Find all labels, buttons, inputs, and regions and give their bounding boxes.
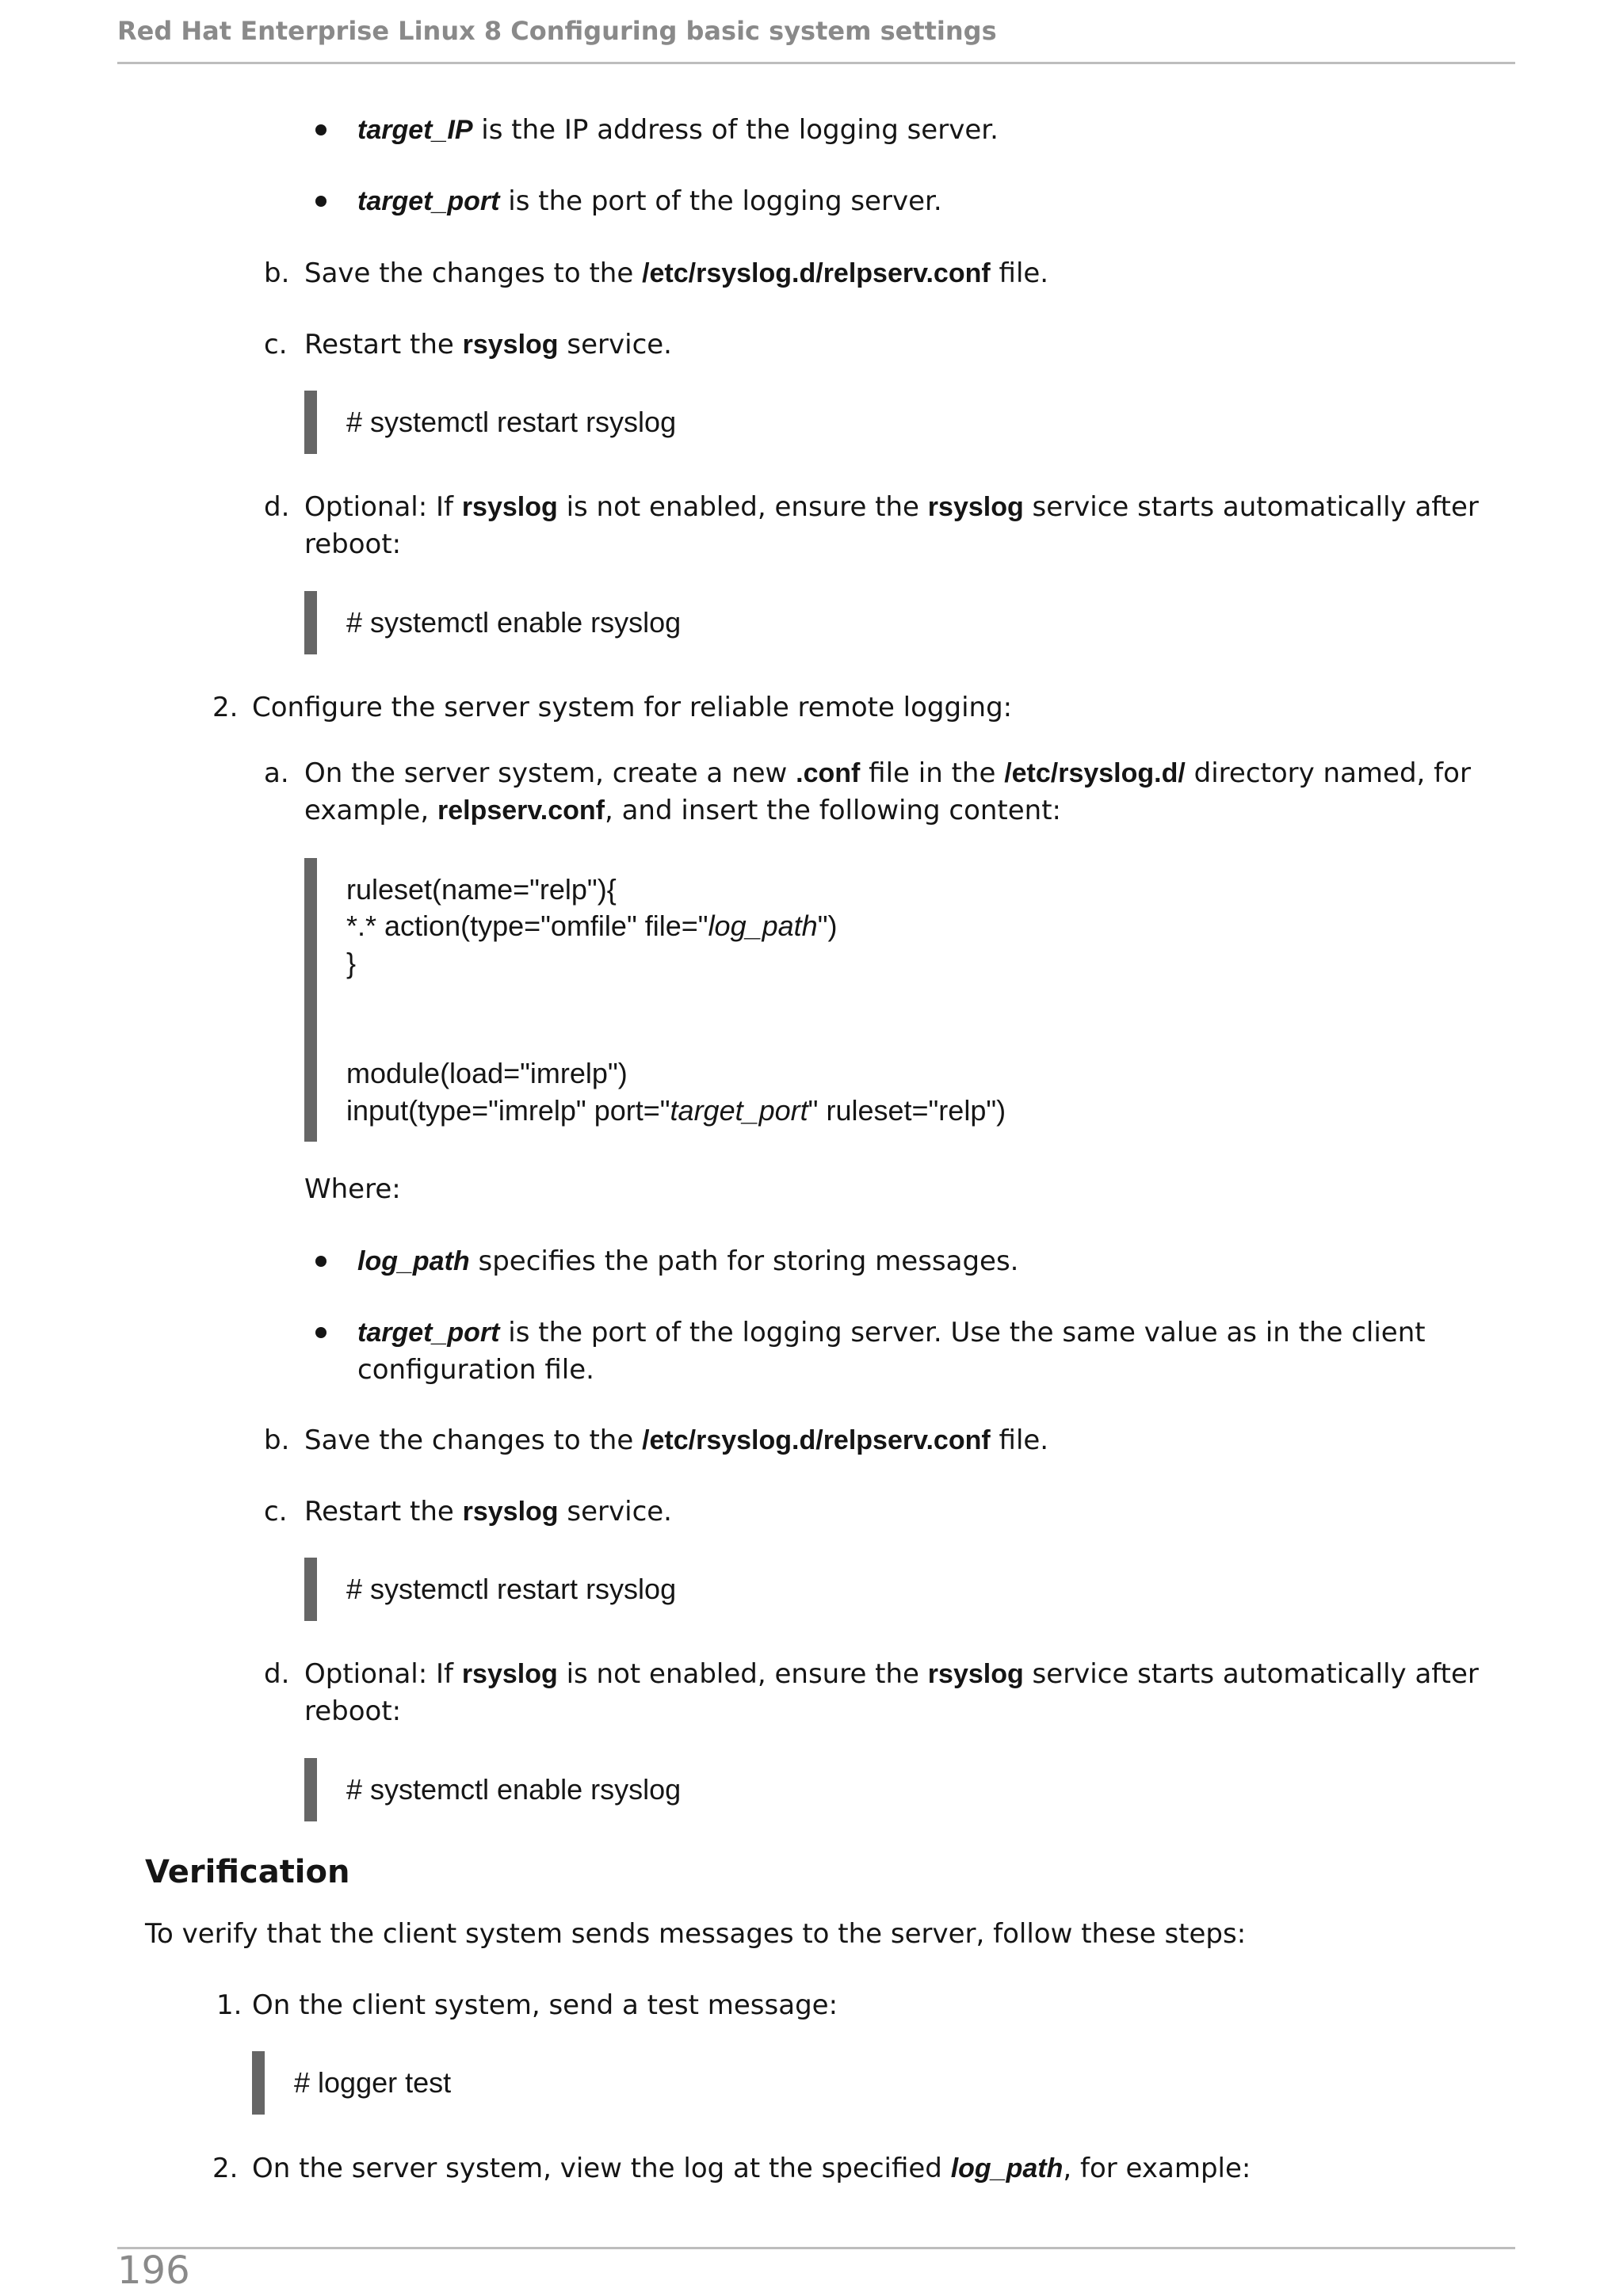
target-port-bullet: target_port is the port of the logging server. Use the same value as in the client: [357, 1317, 1426, 1348]
configure-server-step: Configure the server system for reliable remote logging:: [252, 692, 1013, 723]
bullet: [315, 1327, 327, 1338]
code-line: *.* action(type="omfile" file="log_path"): [346, 910, 838, 942]
step-marker: d.: [264, 491, 290, 523]
code-line: ruleset(name="relp"){: [346, 873, 617, 906]
bullet: [315, 196, 327, 207]
target-ip-term: target_IP: [357, 115, 473, 145]
code-block-bar: [252, 2051, 265, 2115]
bullet: [315, 124, 327, 135]
target-port-term: target_port: [357, 186, 500, 216]
code-block-bar: [304, 1558, 317, 1621]
step-marker: 2.: [212, 2153, 239, 2184]
optional-enable-step: Optional: If rsyslog is not enabled, ensure the rsyslog service starts automatically after: [304, 491, 1479, 523]
step-marker: a.: [264, 757, 289, 789]
step-marker: c.: [264, 329, 288, 360]
restart-service-step: Restart the rsyslog service.: [304, 329, 672, 360]
step-marker: 2.: [212, 692, 239, 723]
step-marker: b.: [264, 257, 290, 289]
code-block: # systemctl enable rsyslog: [346, 606, 682, 639]
page-number: 196: [117, 2248, 190, 2293]
code-block-bar: [304, 858, 317, 1142]
log-path-bullet: log_path specifies the path for storing messages.: [357, 1245, 1019, 1277]
code-line: }: [346, 947, 357, 979]
verification-heading: Verification: [145, 1854, 350, 1890]
code-block: # systemctl restart rsyslog: [346, 406, 677, 438]
code-block: # logger test: [294, 2066, 452, 2099]
create-conf-step: On the server system, create a new .conf file in the /etc/rsyslog.d/ directory named, for: [304, 757, 1471, 789]
code-block-bar: [304, 391, 317, 454]
target-port-bullet: target_port is the port of the logging server.: [357, 185, 942, 217]
header-rule: [117, 62, 1515, 64]
optional-enable-step-line2: reboot:: [304, 528, 402, 560]
optional-enable-step: Optional: If rsyslog is not enabled, ensure the rsyslog service starts automatically after: [304, 1658, 1479, 1690]
file-path: /etc/rsyslog.d/relpserv.conf: [642, 1425, 991, 1455]
step-marker: 1.: [216, 1989, 242, 2021]
target-ip-bullet: target_IP is the IP address of the logging server.: [357, 114, 999, 146]
create-conf-step-line2: example, relpserv.conf, and insert the following content:: [304, 795, 1062, 826]
save-changes-step: Save the changes to the /etc/rsyslog.d/relpserv.conf file.: [304, 1425, 1049, 1456]
running-header: Red Hat Enterprise Linux 8 Configuring basic system settings: [117, 16, 997, 46]
code-block: # systemctl restart rsyslog: [346, 1573, 677, 1605]
verification-intro: To verify that the client system sends messages to the server, follow these steps:: [145, 1918, 1247, 1950]
optional-enable-step-line2: reboot:: [304, 1695, 402, 1727]
code-line: input(type="imrelp" port="target_port" ruleset="relp"): [346, 1094, 1006, 1127]
save-changes-step: Save the changes to the /etc/rsyslog.d/relpserv.conf file.: [304, 257, 1049, 289]
bullet: [315, 1256, 327, 1267]
step-marker: c.: [264, 1496, 288, 1527]
view-log-step: On the server system, view the log at the specified log_path, for example:: [252, 2153, 1251, 2184]
where-label: Where:: [304, 1173, 401, 1205]
code-block-bar: [304, 1758, 317, 1821]
code-line: module(load="imrelp"): [346, 1057, 628, 1089]
footer-rule: [117, 2247, 1515, 2249]
file-path: /etc/rsyslog.d/relpserv.conf: [642, 258, 991, 288]
step-marker: b.: [264, 1425, 290, 1456]
send-test-message-step: On the client system, send a test message:: [252, 1989, 838, 2021]
code-block: # systemctl enable rsyslog: [346, 1773, 682, 1806]
target-port-bullet-line2: configuration file.: [357, 1354, 594, 1386]
restart-service-step: Restart the rsyslog service.: [304, 1496, 672, 1527]
step-marker: d.: [264, 1658, 290, 1690]
code-block-bar: [304, 591, 317, 654]
